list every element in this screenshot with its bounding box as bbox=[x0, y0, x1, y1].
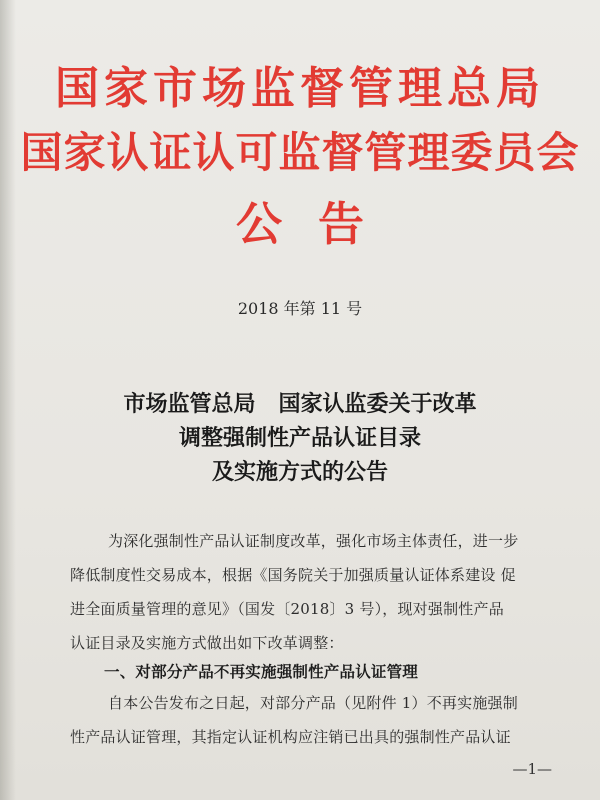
title-line-2: 调整强制性产品认证目录 bbox=[178, 425, 421, 451]
document-number: 2018 年第 11 号 bbox=[237, 299, 363, 318]
page-number: —1— bbox=[512, 760, 552, 778]
body-line-6: 性产品认证管理，其指定认证机构应注销已出具的强制性产品认证 bbox=[70, 728, 511, 746]
body-line-5: 自本公告发布之日起，对部分产品（见附件 1）不再实施强制 bbox=[108, 694, 518, 712]
body-line-4: 认证目录及实施方式做出如下改革调整： bbox=[70, 634, 344, 652]
issuing-authority-2: 国家认证认可监督管理委员会 bbox=[20, 128, 580, 177]
section-heading-1: 一、对部分产品不再实施强制性产品认证管理 bbox=[104, 662, 419, 681]
notice-label: 公告 bbox=[236, 197, 400, 251]
title-line-3: 及实施方式的公告 bbox=[211, 459, 388, 485]
issuing-authority-1: 国家市场监督管理总局 bbox=[55, 63, 545, 114]
body-line-1: 为深化强制性产品认证制度改革，强化市场主体责任，进一步 bbox=[108, 532, 519, 550]
body-line-2: 降低制度性交易成本，根据《国务院关于加强质量认证体系建设 促 bbox=[70, 566, 516, 584]
body-line-3: 进全面质量管理的意见》（国发〔2018〕3 号），现对强制性产品 bbox=[70, 600, 504, 618]
title-line-1: 市场监管总局 国家认监委关于改革 bbox=[123, 391, 477, 417]
